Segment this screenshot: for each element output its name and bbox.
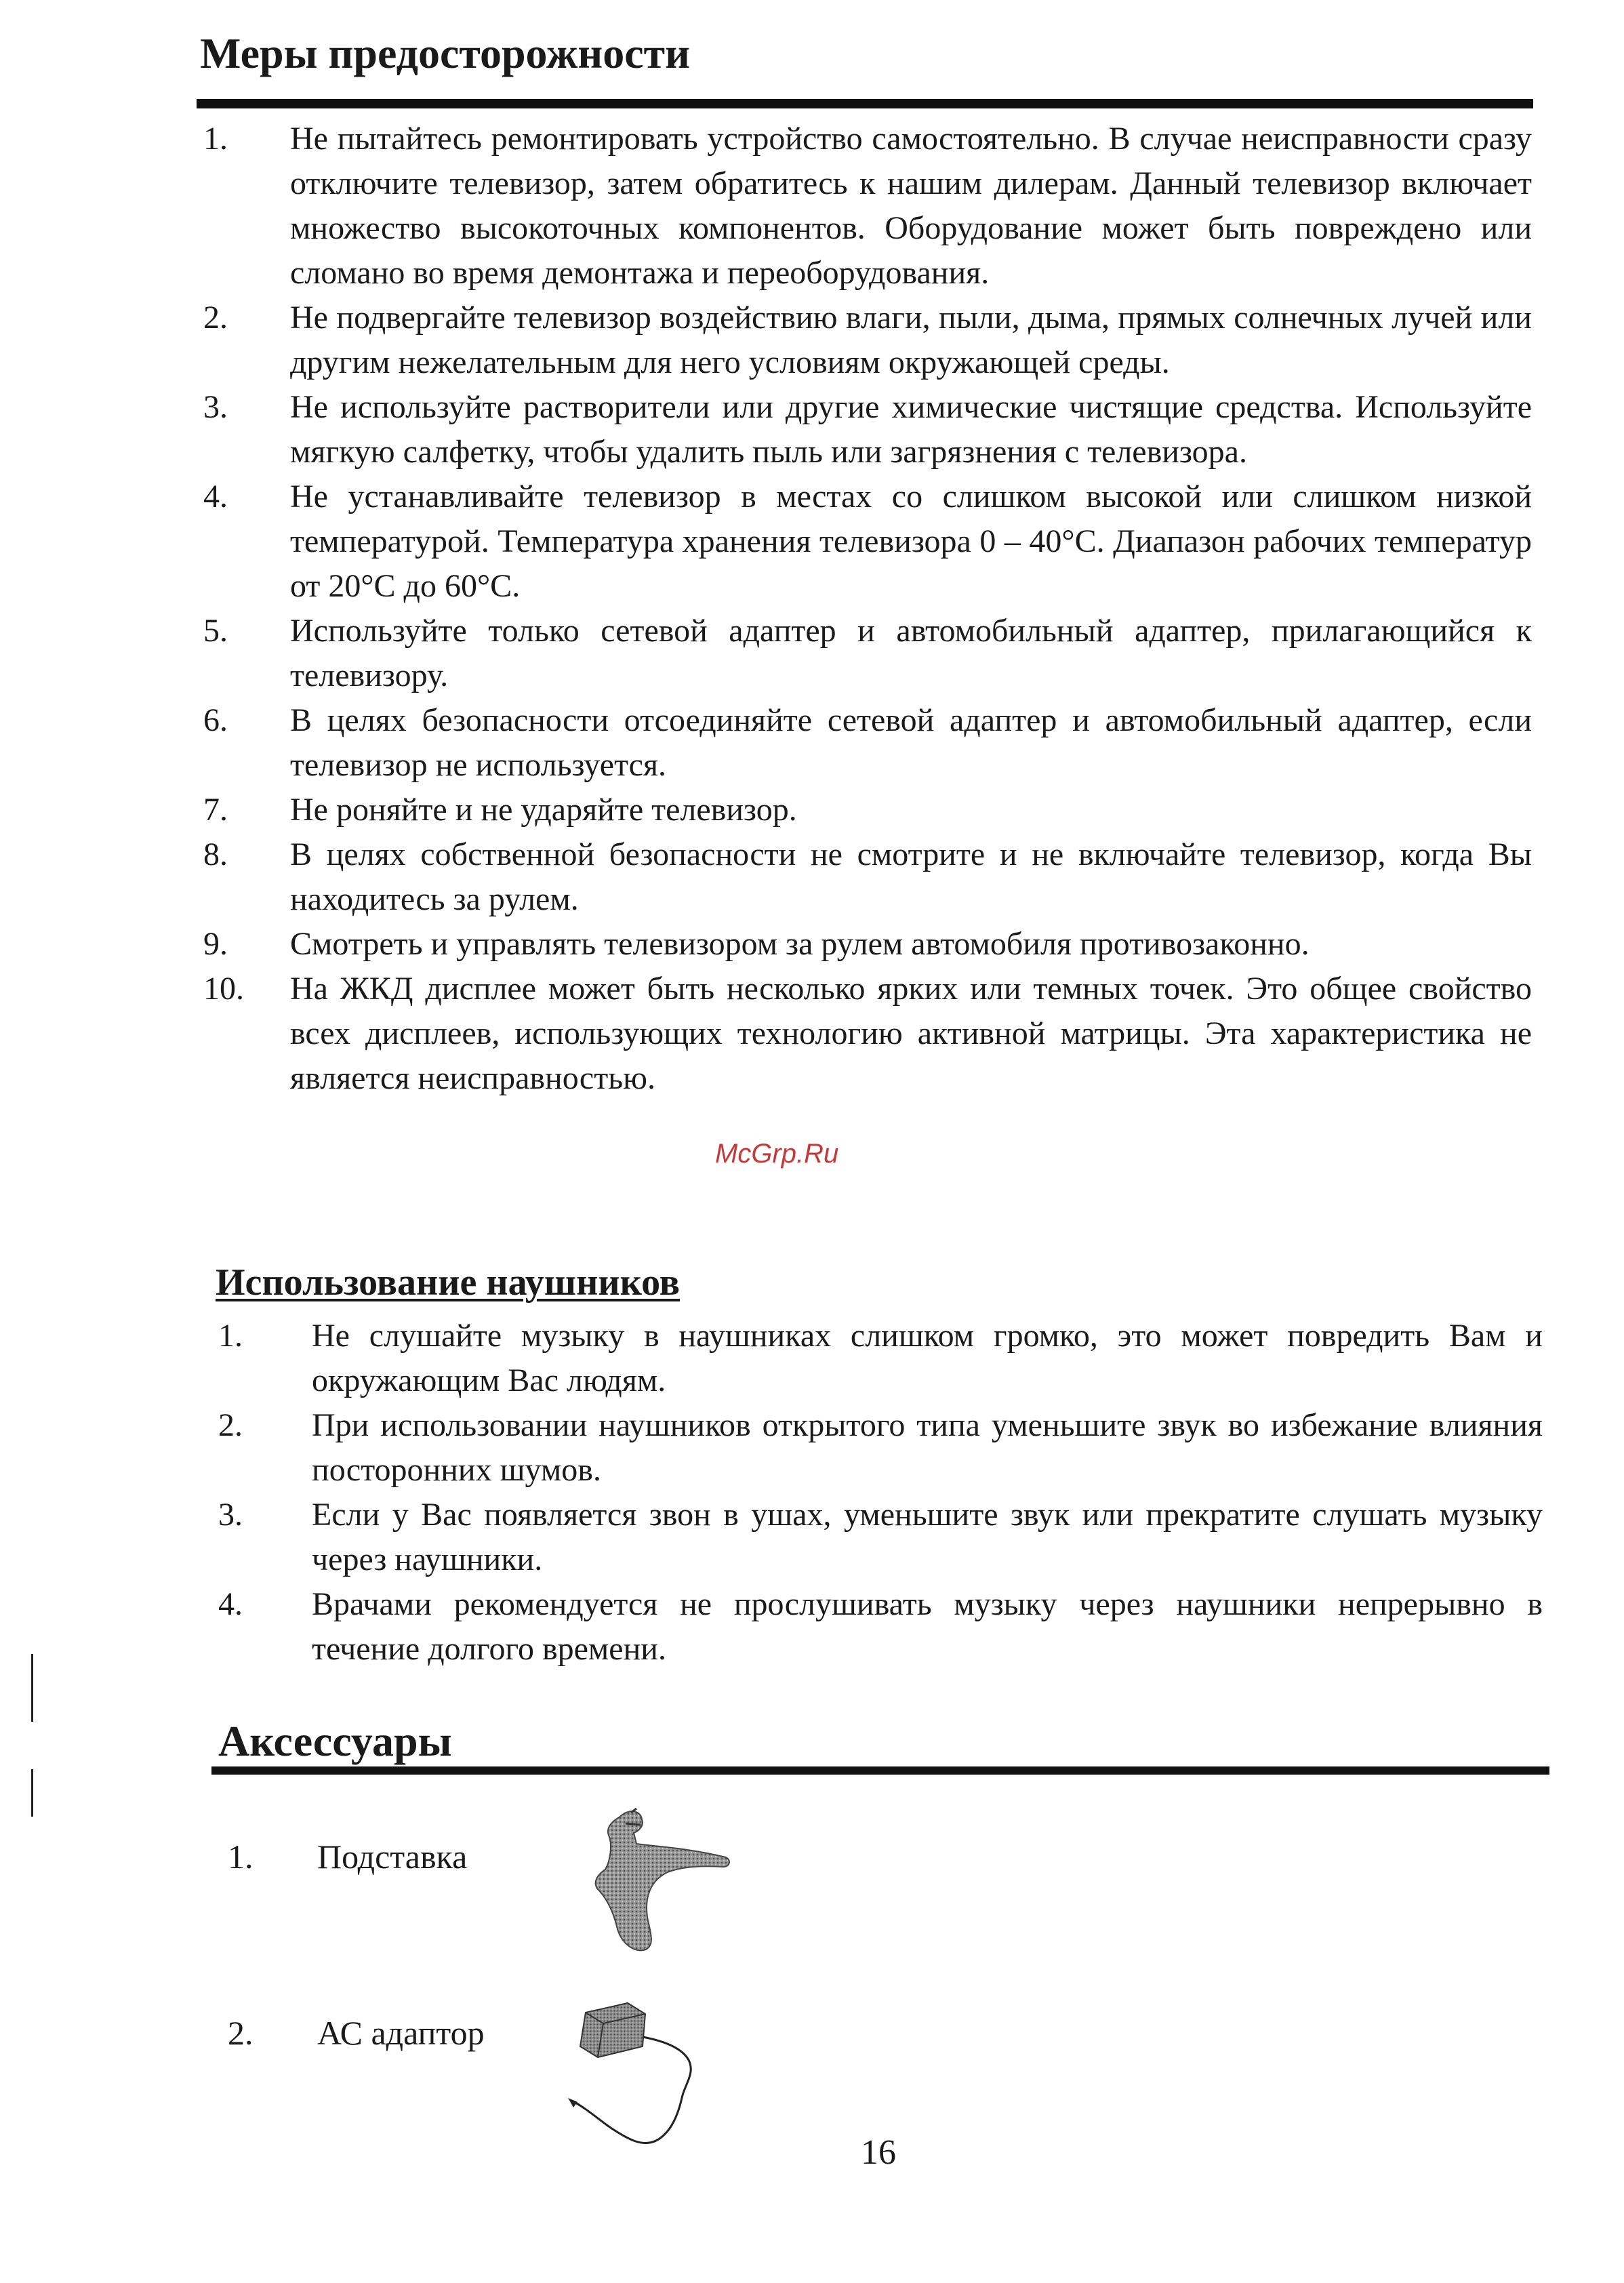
list-item <box>218 1493 1543 1582</box>
stand-icon <box>566 1796 742 1973</box>
item-number: 9. <box>203 926 228 962</box>
item-number: 4. <box>203 479 228 514</box>
list-item <box>218 1403 1543 1493</box>
item-text: Врачами рекомендуется не прослушивать музыку через наушники непрерывно в течение долгого времени. <box>312 1586 1543 1667</box>
list-item <box>203 922 1532 967</box>
list-item <box>203 385 1532 474</box>
ac-adapter-icon <box>563 1989 732 2166</box>
list-item <box>203 474 1532 609</box>
item-text: Не слушайте музыку в наушниках слишком громко, это может повредить Вам и окружающим Вас людям. <box>312 1318 1543 1398</box>
item-text: Не устанавливайте телевизор в местах со слишком высокой или слишком низкой температурой. Температура хранения телевизора 0 – 40°С. Диапазон рабочих температур от 20°С до 60°С. <box>290 479 1532 604</box>
item-number: 3. <box>218 1497 243 1533</box>
scan-mark <box>31 1654 33 1722</box>
scan-mark <box>31 1769 33 1817</box>
list-item <box>203 698 1532 788</box>
item-text: В целях собственной безопасности не смотрите и не включайте телевизор, когда Вы находитесь за рулем. <box>290 836 1532 917</box>
precautions-list <box>203 117 1532 1101</box>
item-number: 1. <box>203 121 228 157</box>
accessory-label: Подставка <box>317 1838 468 1876</box>
item-text: Не используйте растворители или другие химические чистящие средства. Используйте мягкую салфетку, чтобы удалить пыль или загрязнения с телевизора. <box>290 389 1532 470</box>
headphones-title: Использование наушников <box>216 1261 680 1304</box>
item-number: 7. <box>203 792 228 828</box>
watermark: McGrp.Ru <box>715 1139 839 1169</box>
item-text: Смотреть и управлять телевизором за рулем автомобиля противозаконно. <box>290 926 1310 962</box>
list-item <box>218 1582 1543 1672</box>
list-item <box>218 1314 1543 1403</box>
item-number: 2. <box>203 300 228 336</box>
accessory-label: АС адаптор <box>317 2014 485 2052</box>
item-text: Если у Вас появляется звон в ушах, уменьшите звук или прекратите слушать музыку через наушники. <box>312 1497 1543 1577</box>
item-number: 2. <box>218 1407 243 1443</box>
list-item <box>203 788 1532 832</box>
page-number: 16 <box>861 2133 896 2172</box>
item-text: Не пытайтесь ремонтировать устройство самостоятельно. В случае неисправности сразу отключите телевизор, затем обратитесь к нашим дилерам. Данный телевизор включает множество высокоточных компонентов. Оборудование может быть повреждено или сломано во время демонтажа и переоборудования. <box>290 121 1532 291</box>
item-number: 1. <box>218 1318 243 1354</box>
item-number: 3. <box>203 389 228 425</box>
item-text: При использовании наушников открытого типа уменьшите звук во избежание влияния посторонних шумов. <box>312 1407 1543 1488</box>
list-item <box>203 967 1532 1101</box>
item-number: 1. <box>228 1838 253 1876</box>
item-text: В целях безопасности отсоединяйте сетевой адаптер и автомобильный адаптер, если телевизор не используется. <box>290 702 1532 783</box>
list-item <box>203 117 1532 296</box>
item-number: 5. <box>203 613 228 649</box>
accessories-title: Аксессуары <box>218 1717 452 1765</box>
list-item <box>203 832 1532 922</box>
item-text: Не подвергайте телевизор воздействию влаги, пыли, дыма, прямых солнечных лучей или другим нежелательным для него условиям окружающей среды. <box>290 300 1532 380</box>
list-item <box>203 609 1532 698</box>
precautions-title: Меры предосторожности <box>200 29 690 77</box>
item-number: 6. <box>203 702 228 738</box>
item-number: 2. <box>228 2014 253 2052</box>
item-text: Не роняйте и не ударяйте телевизор. <box>290 792 797 828</box>
item-text: Используйте только сетевой адаптер и автомобильный адаптер, прилагающийся к телевизору. <box>290 613 1532 693</box>
accessories-divider <box>211 1766 1549 1775</box>
item-number: 10. <box>203 971 244 1007</box>
item-number: 4. <box>218 1586 243 1622</box>
list-item <box>203 296 1532 385</box>
precautions-divider <box>197 99 1533 108</box>
headphones-list <box>218 1314 1543 1672</box>
item-number: 8. <box>203 836 228 872</box>
item-text: На ЖКД дисплее может быть несколько ярких или темных точек. Это общее свойство всех дисплеев, использующих технологию активной матрицы. Эта характеристика не является неисправностью. <box>290 971 1532 1096</box>
